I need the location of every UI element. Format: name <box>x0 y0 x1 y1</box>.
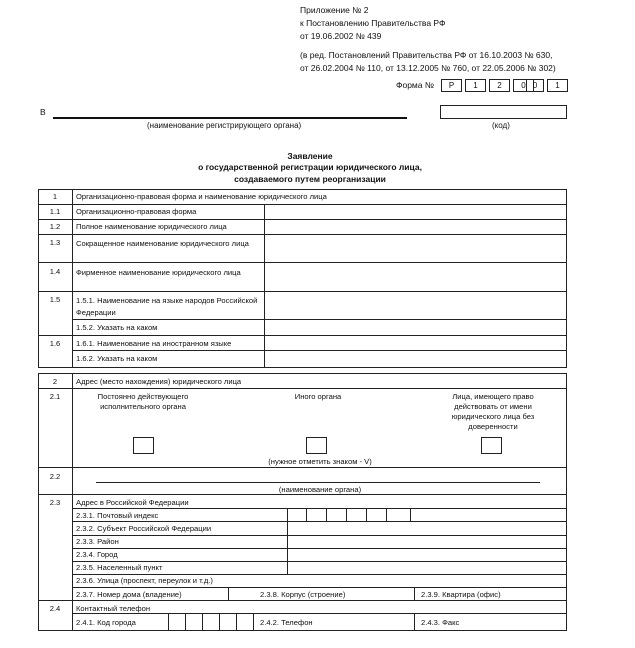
header-line-5: от 26.02.2004 № 110, от 13.12.2005 № 760, от 22.05.2006 № 302) <box>300 63 556 73</box>
title-line-3: создаваемого путем реорганизации <box>234 174 386 184</box>
city-code-field[interactable] <box>168 614 253 631</box>
reg-code-caption: (код) <box>492 121 510 130</box>
street-field[interactable] <box>270 575 566 587</box>
header-line-3: от 19.06.2002 № 439 <box>300 31 382 41</box>
city-code-label: 2.4.1. Код города <box>76 618 136 627</box>
row-1-6-sub-label: 1.6.2. Указать на каком <box>76 354 158 363</box>
row-1-4-num: 1.4 <box>49 267 61 276</box>
street-label: 2.3.6. Улица (проспект, переулок и т.д.) <box>76 576 213 585</box>
subject-field[interactable] <box>288 522 566 534</box>
flat-label: 2.3.9. Квартира (офис) <box>421 590 501 599</box>
form-code-char: 2 <box>489 79 510 92</box>
row-1-1-label: Организационно-правовая форма <box>76 207 197 216</box>
settlement-field[interactable] <box>288 562 566 574</box>
row-1-3-field[interactable] <box>265 235 566 261</box>
header-line-2: к Постановлению Правительства РФ <box>300 18 446 28</box>
row-2-4-title: Контактный телефон <box>76 604 151 613</box>
row-1-3-num: 1.3 <box>49 238 61 247</box>
row-1-5-num: 1.5 <box>49 295 61 304</box>
option-executive-label: Постоянно действующего исполнительного органа <box>97 392 189 411</box>
option-person-label: Лица, имеющего право действовать от имени юридического лица без доверенности <box>451 392 535 431</box>
row-1-5-sub-field[interactable] <box>265 320 566 334</box>
option-executive-checkbox[interactable] <box>133 437 154 454</box>
subject-label: 2.3.2. Субъект Российской Федерации <box>76 524 212 533</box>
reg-code-box[interactable] <box>440 105 567 119</box>
postal-code-field[interactable] <box>288 509 412 521</box>
title-line-2: о государственной регистрации юридического лица, <box>198 162 422 172</box>
row-2-2-num: 2.2 <box>49 472 61 481</box>
house-label: 2.3.7. Номер дома (владение) <box>76 590 182 599</box>
settlement-label: 2.3.5. Населенный пункт <box>76 563 163 572</box>
row-1-1-num: 1.1 <box>49 207 61 216</box>
section-2-num: 2 <box>52 377 58 386</box>
organ-name-line[interactable] <box>96 482 540 483</box>
postal-code-label: 2.3.1. Почтовый индекс <box>76 511 159 520</box>
checkbox-note: (нужное отметить знаком - V) <box>268 457 372 466</box>
form-code-char: 0 <box>526 79 544 92</box>
row-1-4-field[interactable] <box>265 263 566 290</box>
row-2-3-num: 2.3 <box>49 498 61 507</box>
row-1-6-field[interactable] <box>265 336 566 349</box>
form-number-label: Форма № <box>396 80 434 90</box>
row-1-6-num: 1.6 <box>49 339 61 348</box>
form-code-char: Р <box>441 79 462 92</box>
option-other-label: Иного органа <box>294 392 342 401</box>
reg-prefix: В <box>40 107 46 117</box>
district-label: 2.3.3. Район <box>76 537 119 546</box>
header-line-1: Приложение № 2 <box>300 5 369 15</box>
city-field[interactable] <box>288 549 566 561</box>
section-1-title: Организационно-правовая форма и наименование юридического лица <box>76 192 327 201</box>
fax-label: 2.4.3. Факс <box>421 618 460 627</box>
title-line-1: Заявление <box>287 151 333 161</box>
row-2-4-num: 2.4 <box>49 604 61 613</box>
reg-organ-caption: (наименование регистрирующего органа) <box>147 121 302 130</box>
row-2-1-num: 2.1 <box>49 392 61 401</box>
row-1-2-field[interactable] <box>265 220 566 233</box>
form-code-char: 0 <box>513 79 534 92</box>
city-label: 2.3.4. Город <box>76 550 118 559</box>
option-person-checkbox[interactable] <box>481 437 502 454</box>
row-1-2-label: Полное наименование юридического лица <box>76 222 227 231</box>
form-code-char: 1 <box>465 79 486 92</box>
row-2-3-title: Адрес в Российской Федерации <box>76 498 189 507</box>
row-1-5-label: 1.5.1. Наименование на языке народов Российской Федерации <box>76 296 258 317</box>
district-field[interactable] <box>288 536 566 548</box>
row-1-6-label: 1.6.1. Наименование на иностранном языке <box>76 339 232 348</box>
organ-name-caption: (наименование органа) <box>278 485 362 494</box>
row-1-5-sub-label: 1.5.2. Указать на каком <box>76 323 158 332</box>
reg-organ-line[interactable] <box>53 117 407 119</box>
option-other-checkbox[interactable] <box>306 437 327 454</box>
section-1-num: 1 <box>52 192 58 201</box>
row-1-3-label: Сокращенное наименование юридического лица <box>76 239 249 248</box>
header-line-4: (в ред. Постановлений Правительства РФ от 16.10.2003 № 630, <box>300 50 553 60</box>
section-2-title: Адрес (место нахождения) юридического лица <box>76 377 242 386</box>
row-1-5-field[interactable] <box>265 292 566 318</box>
korpus-label: 2.3.8. Корпус (строение) <box>260 590 346 599</box>
row-1-4-label: Фирменное наименование юридического лица <box>76 268 241 277</box>
row-1-1-field[interactable] <box>265 205 566 218</box>
row-1-6-sub-field[interactable] <box>265 351 566 367</box>
phone-label: 2.4.2. Телефон <box>260 618 313 627</box>
row-1-2-num: 1.2 <box>49 222 61 231</box>
form-code-char: 1 <box>547 79 568 92</box>
